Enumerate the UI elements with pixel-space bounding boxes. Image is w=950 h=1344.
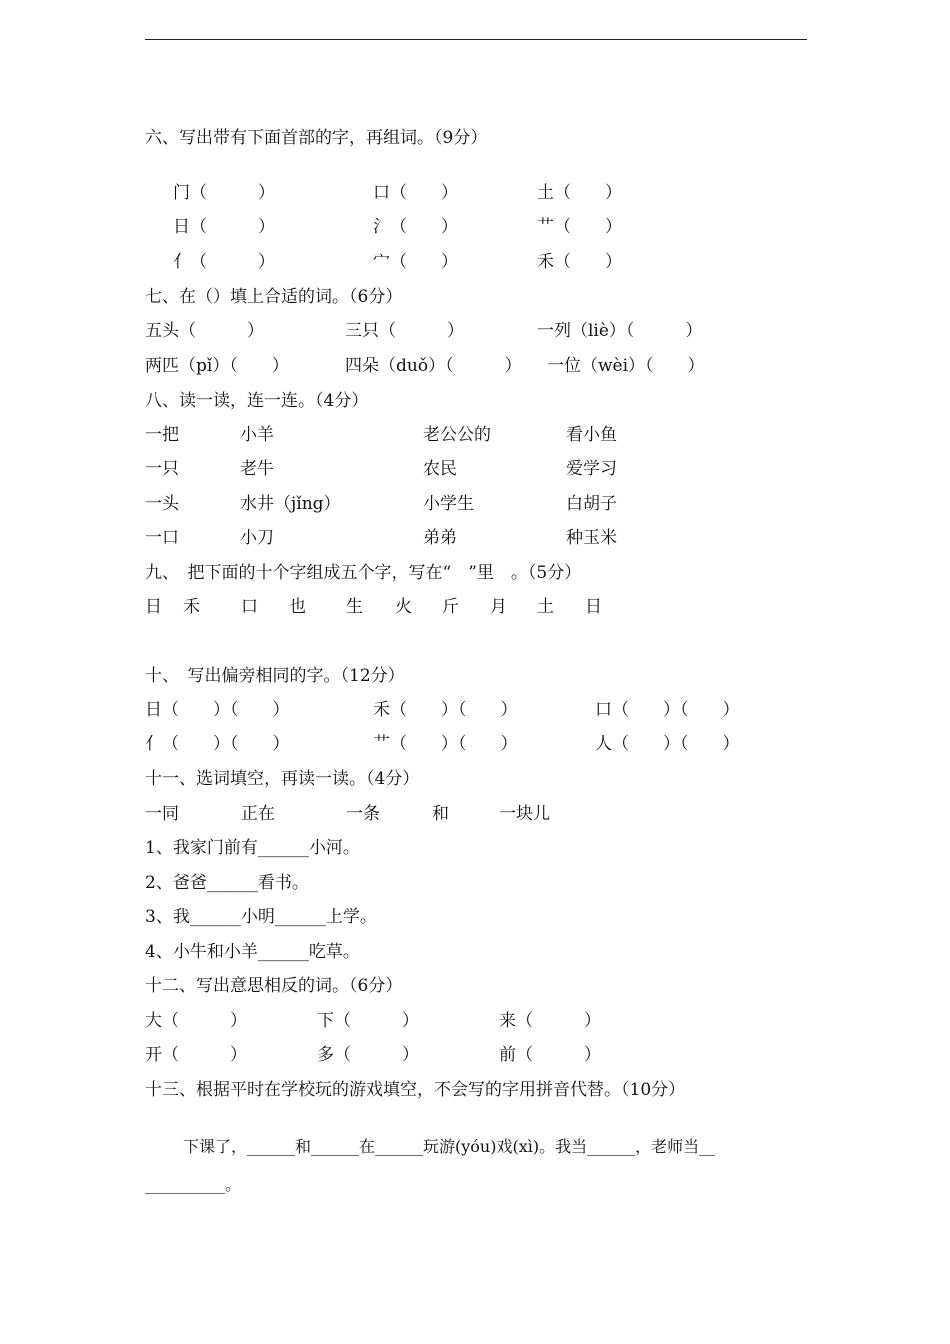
s6-item: 亻（ ） (173, 252, 275, 272)
s11-question: 3、我______小明______上学。 (145, 907, 377, 927)
s7-item: 两匹（pǐ）（ ） (145, 356, 289, 376)
s11-word: 正在 (241, 804, 275, 824)
s8-cell: 一把 (145, 425, 179, 445)
s8-cell: 小学生 (423, 494, 474, 514)
s9-char: 口 (241, 597, 258, 617)
s13-paragraph-line-1: 下课了，______和______在______玩游(yóu)戏(xì)。我当______，老师当__ (183, 1137, 716, 1156)
s8-cell: 弟弟 (423, 528, 457, 548)
s8-cell: 老牛 (240, 459, 274, 479)
section-9-title: 九、 把下面的十个字组成五个字，写在“ ”里 。（5分） (145, 563, 582, 583)
s11-question: 1、我家门前有______小河。 (145, 838, 360, 858)
s6-item: 日（ ） (173, 217, 275, 237)
s12-item: 开（ ） (145, 1045, 247, 1065)
s7-item: 三只（ ） (345, 321, 464, 341)
s6-item: 宀（ ） (373, 252, 458, 272)
s9-char: 火 (395, 597, 412, 617)
s12-item: 来（ ） (499, 1011, 601, 1031)
s12-item: 多（ ） (317, 1045, 419, 1065)
s8-cell: 一只 (145, 459, 179, 479)
s8-cell: 一口 (145, 528, 179, 548)
s8-cell: 小羊 (240, 425, 274, 445)
s10-item: 人（ ）（ ） (595, 734, 740, 754)
s10-item: 艹（ ）（ ） (373, 734, 518, 754)
s13-paragraph-line-2: __________。 (145, 1175, 242, 1194)
s11-word: 一同 (145, 804, 179, 824)
s8-cell: 种玉米 (566, 528, 617, 548)
s9-char: 生 (346, 597, 363, 617)
section-8-title: 八、读一读，连一连。（4分） (145, 391, 369, 411)
s8-cell: 白胡子 (566, 494, 617, 514)
s11-word: 一块儿 (499, 804, 550, 824)
section-6-title: 六、写出带有下面首部的字，再组词。（9分） (145, 128, 488, 148)
s7-item: 四朵（duǒ）（ ） (345, 356, 522, 376)
s8-cell: 老公公的 (423, 425, 491, 445)
section-11-title: 十一、选词填空，再读一读。（4分） (145, 769, 420, 789)
s9-char: 月 (490, 597, 507, 617)
s9-char: 日 (585, 597, 602, 617)
s9-char: 日 (145, 597, 162, 617)
s6-item: 艹（ ） (537, 217, 622, 237)
section-7-title: 七、在（）填上合适的词。（6分） (145, 287, 403, 307)
s11-question: 4、小牛和小羊______吃草。 (145, 942, 360, 962)
s10-item: 口（ ）（ ） (595, 700, 740, 720)
s10-item: 亻（ ）（ ） (145, 734, 290, 754)
s12-item: 前（ ） (499, 1045, 601, 1065)
s12-item: 下（ ） (317, 1011, 419, 1031)
s9-char: 土 (537, 597, 554, 617)
s7-item: 五头（ ） (145, 321, 264, 341)
s8-cell: 水井（jǐng） (240, 494, 341, 514)
s12-item: 大（ ） (145, 1011, 247, 1031)
s8-cell: 小刀 (240, 528, 274, 548)
s11-word: 和 (432, 804, 449, 824)
s7-item: 一位（wèi）（ ） (547, 356, 705, 376)
s11-question: 2、爸爸______看书。 (145, 873, 309, 893)
s6-item: 土（ ） (537, 183, 622, 203)
s9-char: 禾 (183, 597, 200, 617)
s6-item: 禾（ ） (537, 252, 622, 272)
section-13-title: 十三、根据平时在学校玩的游戏填空，不会写的字用拼音代替。（10分） (145, 1080, 686, 1100)
section-10-title: 十、 写出偏旁相同的字。（12分） (145, 666, 405, 686)
s9-char: 斤 (442, 597, 459, 617)
s8-cell: 爱学习 (566, 459, 617, 479)
s6-item: 口（ ） (373, 183, 458, 203)
s6-item: 氵（ ） (373, 217, 458, 237)
s6-item: 门（ ） (173, 183, 275, 203)
s10-item: 禾（ ）（ ） (373, 700, 518, 720)
s9-char: 也 (289, 597, 306, 617)
s8-cell: 农民 (423, 459, 457, 479)
s11-word: 一条 (346, 804, 380, 824)
s7-item: 一列（liè）（ ） (537, 321, 703, 341)
section-12-title: 十二、写出意思相反的词。（6分） (145, 976, 403, 996)
s10-item: 日（ ）（ ） (145, 700, 290, 720)
s8-cell: 看小鱼 (566, 425, 617, 445)
header-rule (145, 39, 807, 40)
s8-cell: 一头 (145, 494, 179, 514)
